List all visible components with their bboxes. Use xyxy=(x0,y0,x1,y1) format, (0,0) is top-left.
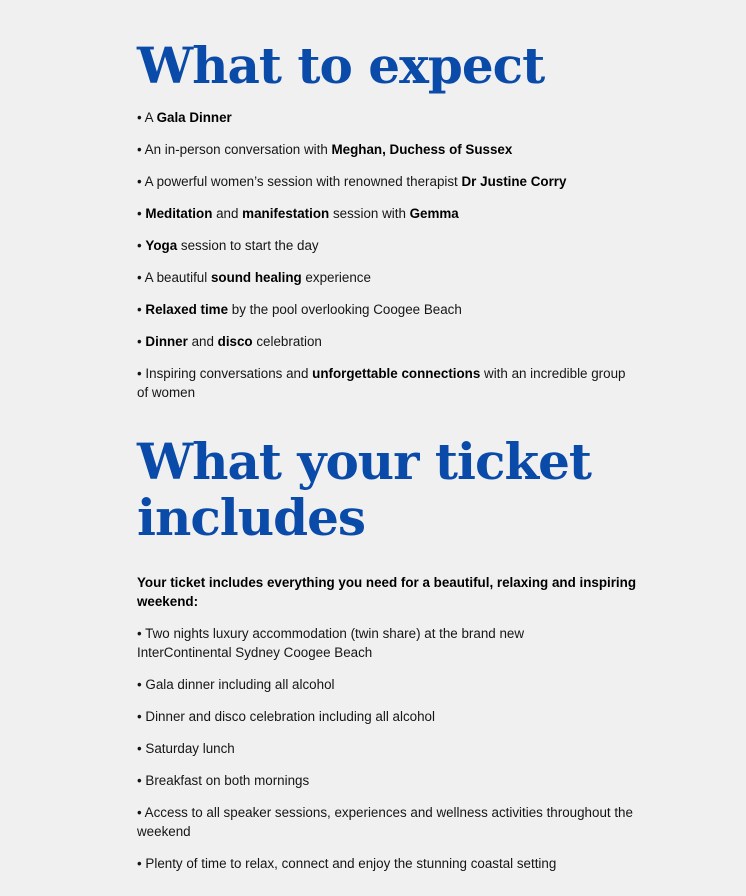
bold-text: manifestation xyxy=(242,206,330,221)
bullet-point: • xyxy=(137,206,146,221)
expect-item-therapist-session xyxy=(137,172,662,191)
ticket-intro-text: Your ticket includes everything you need for a beautiful, relaxing and inspiring weekend: xyxy=(137,575,637,609)
body-text: experience xyxy=(301,270,371,285)
bold-text: Gemma xyxy=(409,206,459,221)
body-text: session with xyxy=(329,206,410,221)
ticket-item-speaker-access: • Access to all speaker sessions, experiences and wellness activities throughout the weekend xyxy=(137,805,633,839)
expect-item-yoga xyxy=(137,236,662,255)
ticket-item-breakfast: • Breakfast on both mornings xyxy=(137,773,310,788)
ticket-item-dinner-disco: • Dinner and disco celebration including all alcohol xyxy=(137,709,435,724)
body-text: celebration xyxy=(252,334,322,349)
bullet-point: • xyxy=(137,270,145,285)
bold-text: Relaxed time xyxy=(145,302,229,317)
body-text: and xyxy=(212,206,243,221)
bold-text: disco xyxy=(217,334,253,349)
expect-item-dinner-disco xyxy=(137,332,662,351)
body-text: A xyxy=(144,110,157,125)
expect-item-sound-healing xyxy=(137,268,662,287)
bold-text: Dinner xyxy=(145,334,188,349)
ticket-item-saturday-lunch: • Saturday lunch xyxy=(137,741,235,756)
bold-text: Meditation xyxy=(145,206,213,221)
what-to-expect-heading: What to expect xyxy=(137,36,545,95)
body-text: A powerful women’s session with renowned therapist xyxy=(144,174,462,189)
body-text: with an incredible group of women xyxy=(137,366,626,400)
ticket-item-accommodation: • Two nights luxury accommodation (twin share) at the brand new InterContinental Sydney Coogee Beach xyxy=(137,626,525,660)
ticket-item-relax-time: • Plenty of time to relax, connect and enjoy the stunning coastal setting xyxy=(137,856,557,871)
ticket-item-gala-dinner: • Gala dinner including all alcohol xyxy=(137,677,335,692)
body-text: and xyxy=(187,334,218,349)
bullet-point: • xyxy=(137,238,146,253)
expect-item-meghan xyxy=(137,140,662,159)
ticket-includes-heading: What your ticket includes xyxy=(137,432,591,547)
expect-item-relaxed-time xyxy=(137,300,662,319)
expect-item-meditation xyxy=(137,204,662,223)
body-text: Inspiring conversations and xyxy=(145,366,313,381)
bold-text: Gala Dinner xyxy=(156,110,232,125)
bullet-point: • xyxy=(137,366,146,381)
bold-text: Yoga xyxy=(145,238,178,253)
body-text: An in-person conversation with xyxy=(144,142,332,157)
body-text: by the pool overlooking Coogee Beach xyxy=(228,302,462,317)
bold-text: unforgettable connections xyxy=(312,366,481,381)
expect-item-gala-dinner xyxy=(137,108,662,127)
body-text: A beautiful xyxy=(144,270,211,285)
bullet-point: • xyxy=(137,334,146,349)
expect-item-connections xyxy=(137,364,632,402)
bold-text: Meghan, Duchess of Sussex xyxy=(331,142,513,157)
bold-text: sound healing xyxy=(210,270,302,285)
bullet-point: • xyxy=(137,174,145,189)
bullet-point: • xyxy=(137,142,145,157)
bullet-point: • xyxy=(137,110,145,125)
bullet-point: • xyxy=(137,302,146,317)
body-text: session to start the day xyxy=(177,238,319,253)
bold-text: Dr Justine Corry xyxy=(461,174,567,189)
